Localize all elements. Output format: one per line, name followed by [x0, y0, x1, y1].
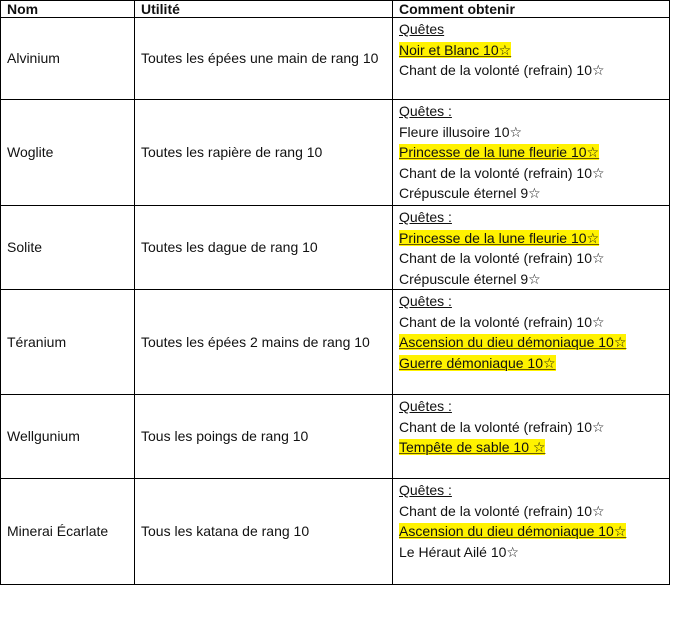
- quest-item: Fleure illusoire 10☆: [399, 123, 523, 140]
- quest-item-highlighted: Princesse de la lune fleurie 10☆: [399, 144, 600, 160]
- header-name: Nom: [1, 1, 135, 18]
- quest-item-highlighted: Tempête de sable 10 ☆: [399, 439, 546, 455]
- quest-item-highlighted: Ascension du dieu démoniaque 10☆: [399, 334, 627, 350]
- quests-label: Quêtes :: [399, 293, 452, 309]
- cell-utility: Tous les poings de rang 10: [135, 395, 393, 479]
- cell-obtain: [393, 206, 670, 290]
- quest-item: Chant de la volonté (refrain) 10☆: [399, 502, 605, 519]
- cell-utility: Tous les katana de rang 10: [135, 479, 393, 585]
- quest-item: Chant de la volonté (refrain) 10☆: [399, 62, 605, 78]
- table-body: [1, 18, 670, 585]
- quest-item-highlighted: Guerre démoniaque 10☆: [399, 354, 556, 371]
- header-row: [1, 1, 670, 18]
- quest-item-highlighted: Princesse de la lune fleurie 10☆: [399, 229, 600, 246]
- table-row: [1, 100, 670, 206]
- quest-item: Chant de la volonté (refrain) 10☆: [399, 313, 605, 330]
- cell-obtain: [393, 395, 670, 479]
- cell-obtain: [393, 479, 670, 585]
- cell-obtain: [393, 100, 670, 206]
- table-row: [1, 479, 670, 585]
- cell-name: Wellgunium: [1, 395, 135, 479]
- cell-name: Solite: [1, 206, 135, 290]
- quest-item: Crépuscule éternel 9☆: [399, 270, 541, 287]
- cell-utility: Toutes les rapière de rang 10: [135, 100, 393, 206]
- quests-label: Quêtes :: [399, 398, 452, 414]
- quest-item: Crépuscule éternel 9☆: [399, 185, 541, 201]
- table-row: [1, 395, 670, 479]
- header-obtain: Comment obtenir: [393, 1, 670, 18]
- quest-item: Le Héraut Ailé 10☆: [399, 543, 519, 560]
- cell-utility: Toutes les épées une main de rang 10: [135, 18, 393, 100]
- quests-label: Quêtes :: [399, 482, 452, 498]
- quest-item: Chant de la volonté (refrain) 10☆: [399, 418, 605, 435]
- quest-item: Chant de la volonté (refrain) 10☆: [399, 250, 605, 266]
- table-row: [1, 206, 670, 290]
- quest-item-highlighted: Ascension du dieu démoniaque 10☆: [399, 523, 627, 539]
- cell-name: Minerai Écarlate: [1, 479, 135, 585]
- cell-obtain: [393, 290, 670, 395]
- quests-label: Quêtes :: [399, 103, 452, 119]
- table-row: [1, 18, 670, 100]
- quest-item-highlighted: Noir et Blanc 10☆: [399, 41, 512, 58]
- quests-label: Quêtes :: [399, 209, 452, 225]
- cell-name: Woglite: [1, 100, 135, 206]
- quest-item: Chant de la volonté (refrain) 10☆: [399, 164, 605, 181]
- cell-name: Téranium: [1, 290, 135, 395]
- cell-name: Alvinium: [1, 18, 135, 100]
- cell-utility: Toutes les épées 2 mains de rang 10: [135, 290, 393, 395]
- cell-utility: Toutes les dague de rang 10: [135, 206, 393, 290]
- table-row: [1, 290, 670, 395]
- quests-label: Quêtes: [399, 21, 445, 37]
- cell-obtain: [393, 18, 670, 100]
- header-utility: Utilité: [135, 1, 393, 18]
